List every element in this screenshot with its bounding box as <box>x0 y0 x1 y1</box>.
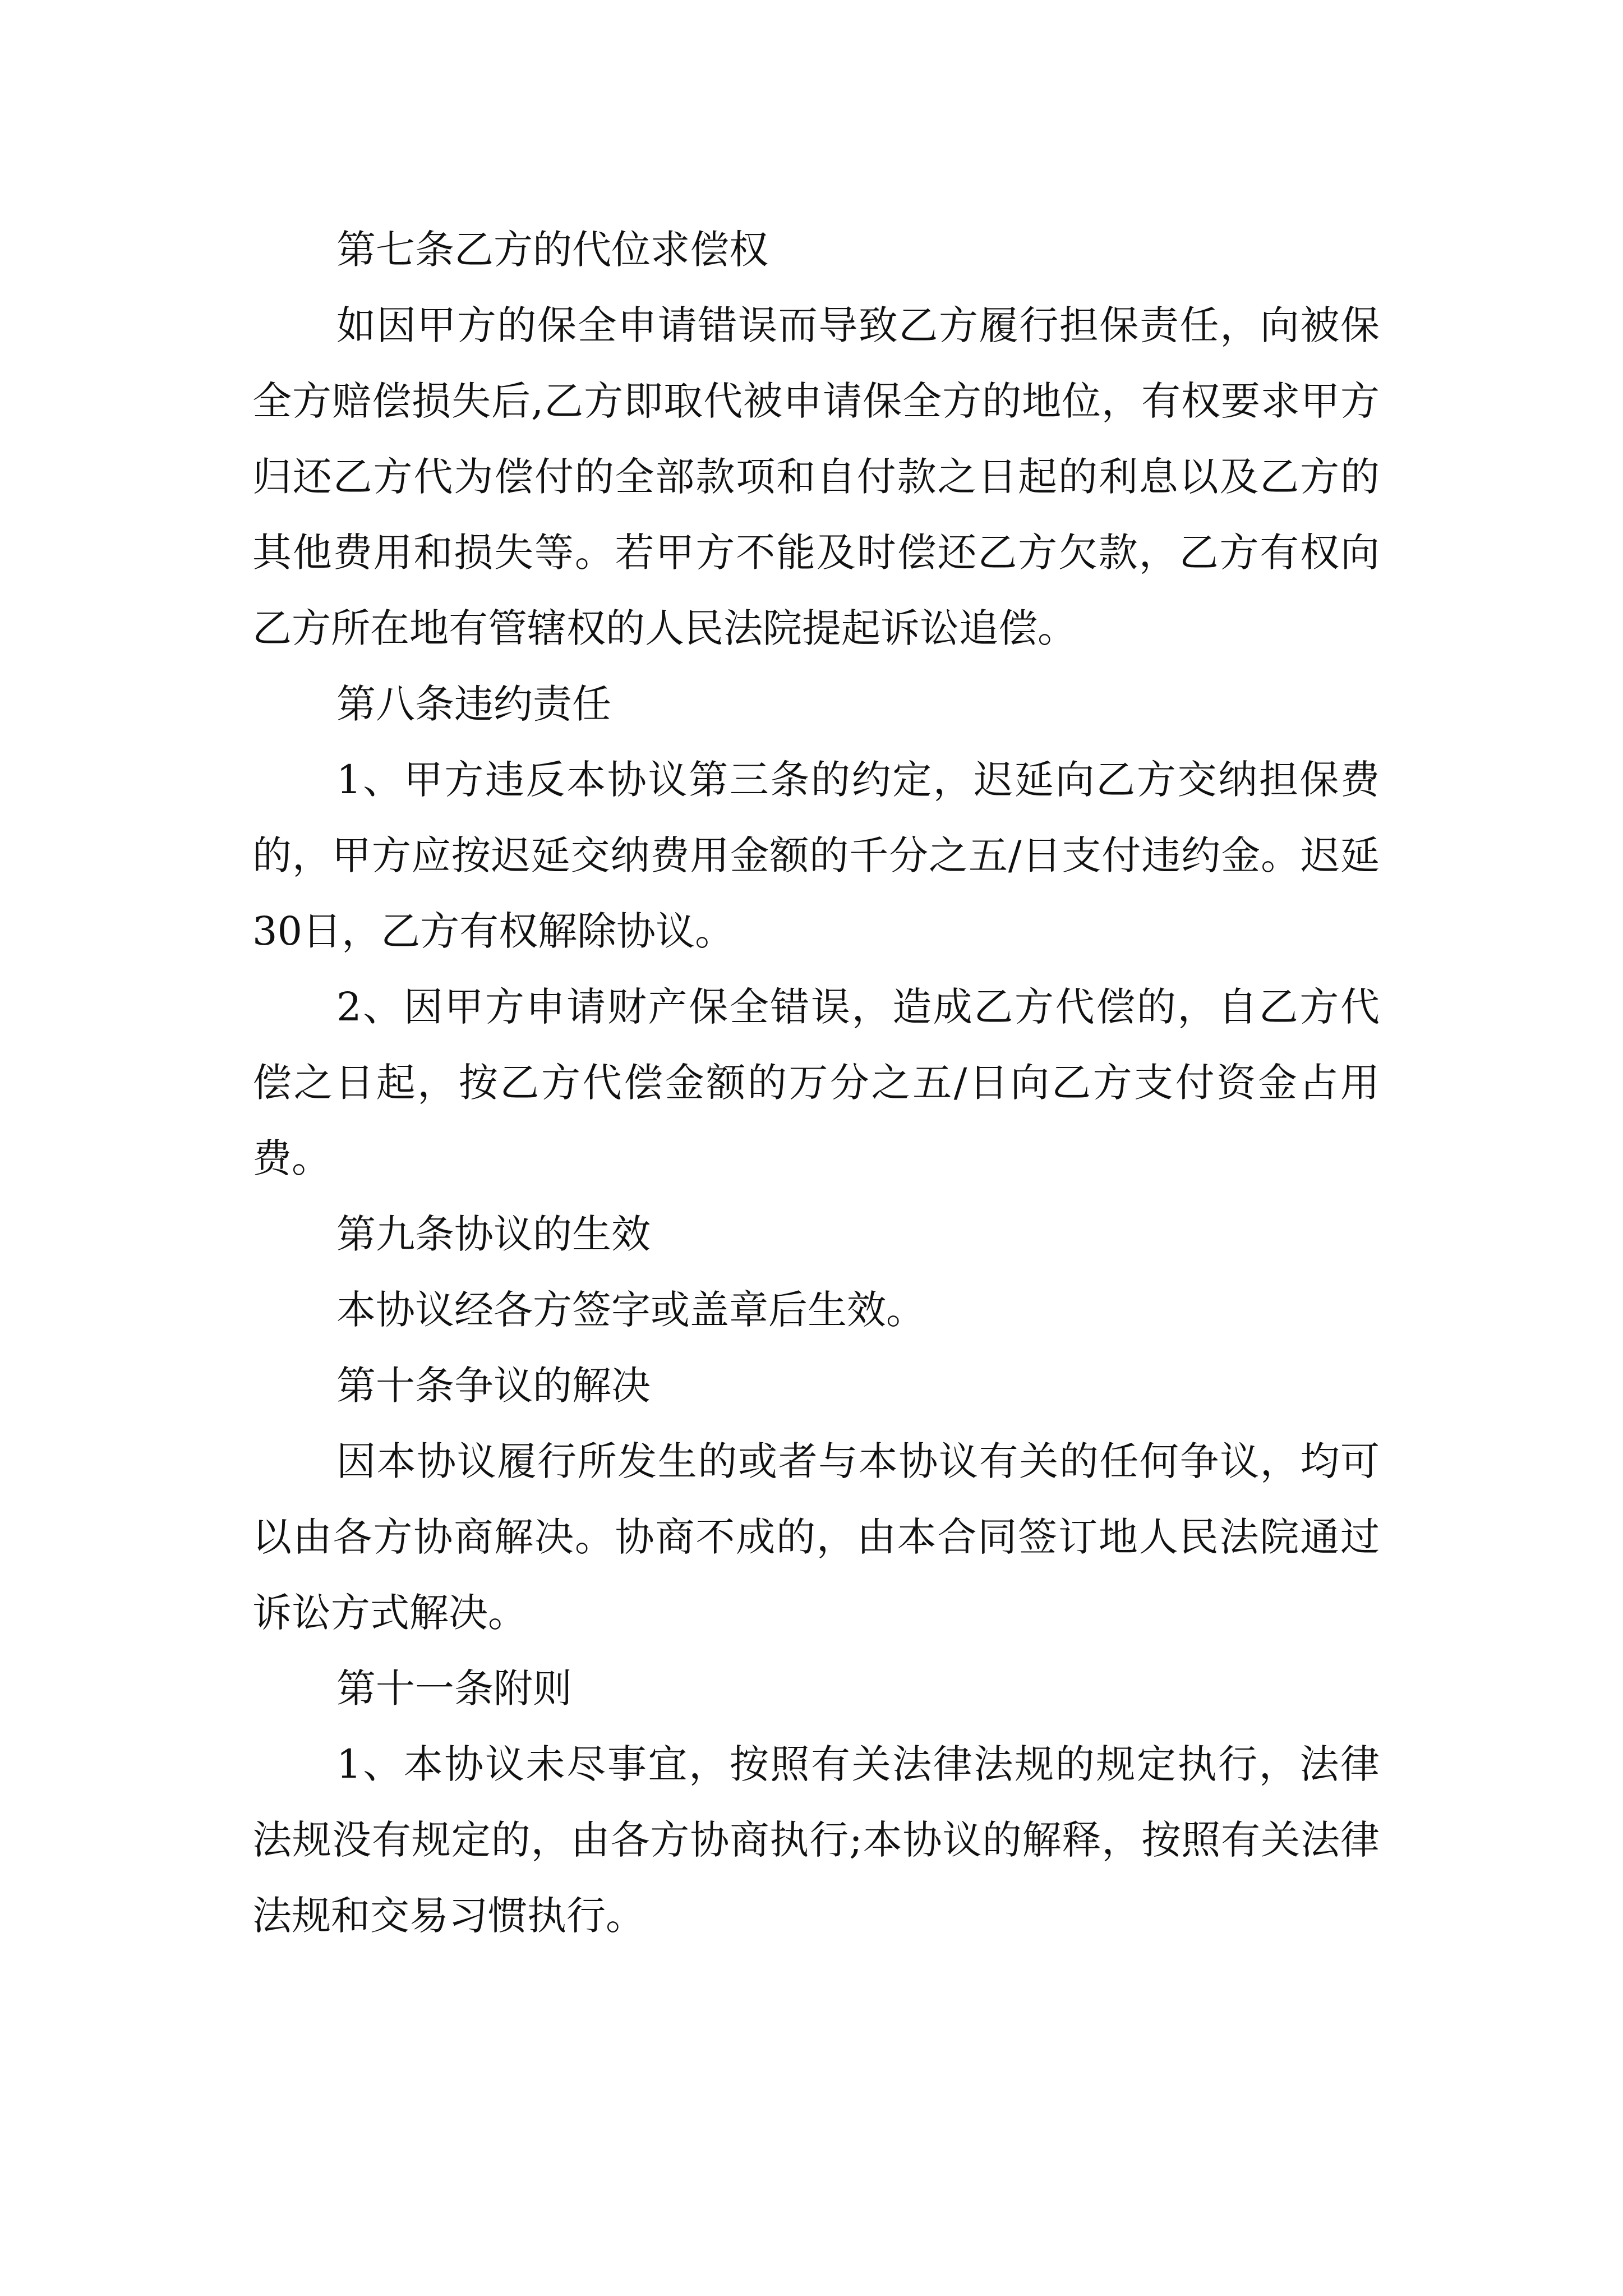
article-8-heading: 第八条违约责任 <box>336 681 611 727</box>
article-7-heading: 第七条乙方的代位求偿权 <box>336 227 768 273</box>
article-8-clause-1: 1、甲方违反本协议第三条的约定，迟延向乙方交纳担保费的，甲方应按迟延交纳费用金额的千分之五/日支付违约金。迟延30日，乙方有权解除协议。 <box>252 757 1380 954</box>
article-11-clause-1: 1、本协议未尽事宜，按照有关法律法规的规定执行，法律法规没有规定的，由各方协商执行;本协议的解释，按照有关法律法规和交易习惯执行。 <box>252 1741 1380 1939</box>
article-9-heading: 第九条协议的生效 <box>336 1211 651 1257</box>
article-7-paragraph: 如因甲方的保全申请错误而导致乙方履行担保责任，向被保全方赔偿损失后,乙方即取代被申请保全方的地位，有权要求甲方归还乙方代为偿付的全部款项和自付款之日起的利息以及乙方的其他费用和损失等。若甲方不能及时偿还乙方欠款，乙方有权向乙方所在地有管辖权的人民法院提起诉讼追偿。 <box>252 302 1380 651</box>
article-8-clause-2: 2、因甲方申请财产保全错误，造成乙方代偿的，自乙方代偿之日起，按乙方代偿金额的万分之五/日向乙方支付资金占用费。 <box>252 984 1380 1181</box>
article-11-heading: 第十一条附则 <box>336 1665 572 1711</box>
article-10-heading: 第十条争议的解决 <box>336 1363 651 1409</box>
article-9-paragraph: 本协议经各方签字或盖章后生效。 <box>336 1287 925 1333</box>
document-body <box>252 212 1380 1954</box>
article-10-paragraph: 因本协议履行所发生的或者与本协议有关的任何争议，均可以由各方协商解决。协商不成的，由本合同签订地人民法院通过诉讼方式解决。 <box>252 1438 1380 1636</box>
